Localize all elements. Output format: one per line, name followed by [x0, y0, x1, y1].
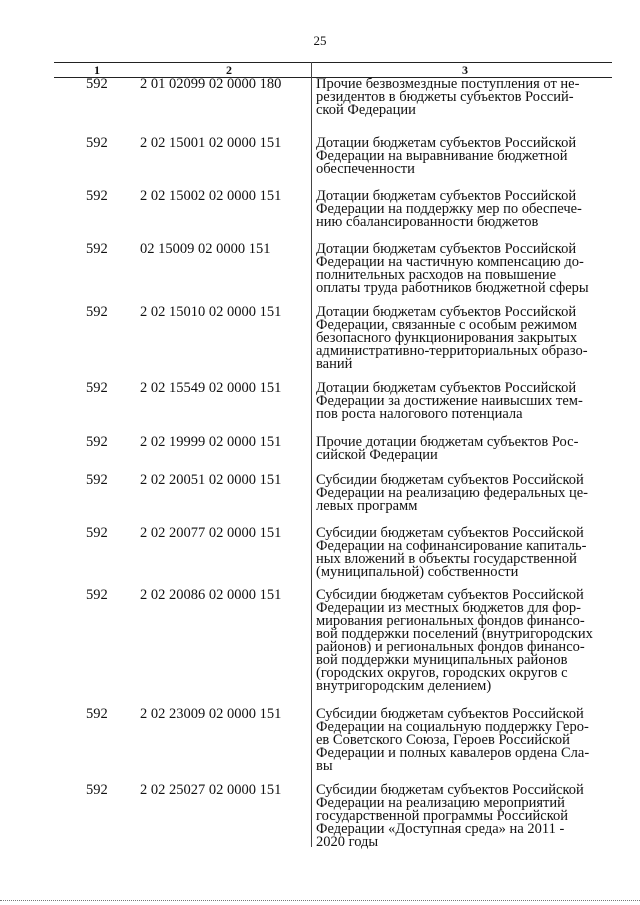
description-line: Федерации «Доступная среда» на 2011 - [316, 821, 565, 837]
table-row [54, 589, 612, 693]
description-line: Субсидии бюджетам субъектов Российской [316, 587, 584, 603]
admin-code: 592 [86, 380, 108, 396]
revenue-description [316, 436, 606, 462]
revenue-description [316, 190, 606, 229]
description-line: Федерации, связанные с особым режимом [316, 317, 578, 333]
budget-classification-code: 2 02 20086 02 0000 151 [140, 587, 282, 603]
description-line: Федерации из местных бюджетов для фор- [316, 600, 581, 616]
description-line: Дотации бюджетам субъектов Российской [316, 241, 577, 257]
revenue-description [316, 784, 606, 849]
admin-code: 592 [86, 706, 108, 722]
budget-classification-code: 02 15009 02 0000 151 [140, 241, 271, 257]
admin-code: 592 [86, 587, 108, 603]
description-line: вой поддержки муниципальных районов [316, 652, 568, 668]
table-row [54, 527, 612, 579]
revenue-description [316, 78, 606, 117]
page-number: 25 [313, 33, 327, 48]
table-row [54, 436, 612, 462]
admin-code: 592 [86, 782, 108, 798]
revenue-description [316, 474, 606, 513]
revenue-description [316, 589, 606, 693]
description-line: левых программ [316, 498, 418, 514]
description-line: (городских округов, городских округов с [316, 665, 568, 681]
budget-classification-code: 2 02 15001 02 0000 151 [140, 135, 282, 151]
description-line: Федерации за достижение наивысших тем- [316, 393, 583, 409]
revenue-description [316, 382, 606, 421]
table-row [54, 137, 612, 176]
description-line: внутригородским делением) [316, 678, 492, 694]
description-line: ваний [316, 356, 353, 372]
description-line: Субсидии бюджетам субъектов Российской [316, 782, 584, 798]
budget-classification-code: 2 02 25027 02 0000 151 [140, 782, 282, 798]
table-row [54, 784, 612, 849]
admin-code: 592 [86, 434, 108, 450]
description-line: районов) и региональных фондов финансо- [316, 639, 585, 655]
description-line: государственной программы Российской [316, 808, 569, 824]
table-row [54, 190, 612, 229]
revenue-description [316, 708, 606, 773]
description-line: административно-территориальных образо- [316, 343, 588, 359]
description-line: Федерации на софинансирование капиталь- [316, 538, 587, 554]
description-line: ев Советского Союза, Героев Российской [316, 732, 570, 748]
revenue-description [316, 243, 606, 295]
table-row [54, 306, 612, 371]
description-line: Федерации и полных кавалеров ордена Сла- [316, 745, 590, 761]
description-line: Федерации на поддержку мер по обеспече- [316, 201, 582, 217]
description-line: Дотации бюджетам субъектов Российской [316, 188, 577, 204]
budget-classification-code: 2 02 15010 02 0000 151 [140, 304, 282, 320]
description-line: ных вложений в объекты государственной [316, 551, 577, 567]
description-line: ской Федерации [316, 102, 416, 118]
description-line: Дотации бюджетам субъектов Российской [316, 304, 577, 320]
admin-code: 592 [86, 304, 108, 320]
description-line: Федерации на выравнивание бюджетной [316, 148, 568, 164]
revenue-description [316, 137, 606, 176]
table-row [54, 78, 612, 117]
header-col-1: 1 [94, 63, 100, 77]
admin-code: 592 [86, 76, 108, 92]
budget-classification-code: 2 02 23009 02 0000 151 [140, 706, 282, 722]
description-line: резидентов в бюджеты субъектов Россий- [316, 89, 574, 105]
description-line: Дотации бюджетам субъектов Российской [316, 380, 577, 396]
description-line: обеспеченности [316, 161, 415, 177]
description-line: (муниципальной) собственности [316, 564, 519, 580]
table-row [54, 708, 612, 773]
budget-classification-code: 2 02 15002 02 0000 151 [140, 188, 282, 204]
admin-code: 592 [86, 135, 108, 151]
description-line: вой поддержки поселений (внутригородских [316, 626, 593, 642]
bottom-rule [0, 900, 640, 901]
budget-classification-code: 2 02 19999 02 0000 151 [140, 434, 282, 450]
budget-classification-code: 2 02 20051 02 0000 151 [140, 472, 282, 488]
description-line: Дотации бюджетам субъектов Российской [316, 135, 577, 151]
description-line: Федерации на реализацию федеральных це- [316, 485, 589, 501]
description-line: 2020 годы [316, 834, 379, 850]
description-line: мирования региональных фондов финансо- [316, 613, 585, 629]
description-line: Федерации на частичную компенсацию до- [316, 254, 584, 270]
description-line: пов роста налогового потенциала [316, 406, 523, 422]
table-row [54, 243, 612, 295]
budget-classification-code: 2 02 15549 02 0000 151 [140, 380, 282, 396]
admin-code: 592 [86, 525, 108, 541]
description-line: Субсидии бюджетам субъектов Российской [316, 472, 584, 488]
description-line: оплаты труда работников бюджетной сферы [316, 280, 589, 296]
description-line: Федерации на социальную поддержку Геро- [316, 719, 589, 735]
description-line: вы [316, 758, 333, 774]
revenue-description [316, 306, 606, 371]
description-line: нию сбалансированности бюджетов [316, 214, 539, 230]
table-row [54, 474, 612, 513]
description-line: Федерации на реализацию мероприятий [316, 795, 565, 811]
admin-code: 592 [86, 188, 108, 204]
description-line: Субсидии бюджетам субъектов Российской [316, 525, 584, 541]
admin-code: 592 [86, 472, 108, 488]
table-row [54, 382, 612, 421]
header-col-2: 2 [226, 63, 232, 77]
description-line: Субсидии бюджетам субъектов Российской [316, 706, 584, 722]
description-line: безопасного функционирования закрытых [316, 330, 578, 346]
budget-classification-code: 2 01 02099 02 0000 180 [140, 76, 282, 92]
header-col-3: 3 [462, 63, 468, 77]
description-line: полнительных расходов на повышение [316, 267, 557, 283]
description-line: Прочие дотации бюджетам субъектов Рос- [316, 434, 579, 450]
admin-code: 592 [86, 241, 108, 257]
budget-classification-code: 2 02 20077 02 0000 151 [140, 525, 282, 541]
description-line: сийской Федерации [316, 447, 438, 463]
description-line: Прочие безвозмездные поступления от не- [316, 76, 580, 92]
budget-codes-table [54, 62, 612, 850]
revenue-description [316, 527, 606, 579]
